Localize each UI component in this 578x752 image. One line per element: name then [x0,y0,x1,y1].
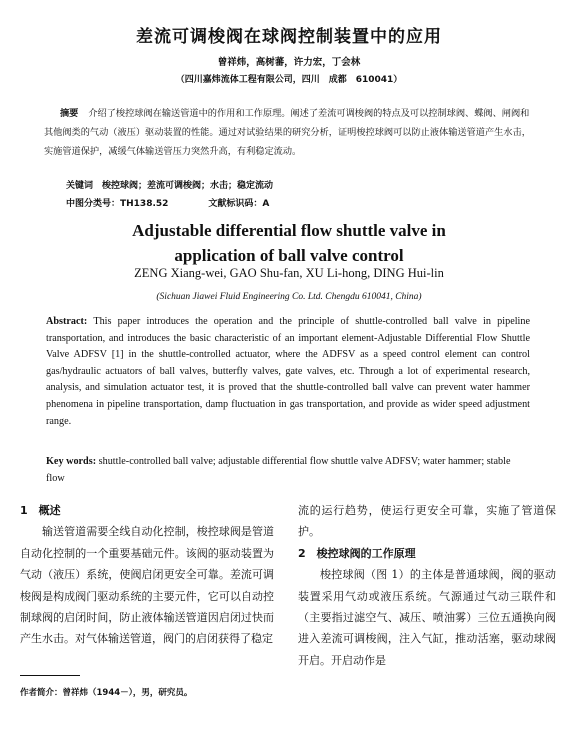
english-keywords-text: shuttle-controlled ball valve; adjustable differential flow shuttle valve ADFSV; water hammer; stable flow [46,456,511,484]
english-authors: ZENG Xiang-wei, GAO Shu-fan, XU Li-hong, DING Hui-lin [134,266,444,280]
chinese-keywords-label: 关键词 [66,181,94,191]
english-title-line-2: application of ball valve control [174,246,404,265]
section-2-heading: 2 梭控球阀的工作原理 [298,546,416,560]
english-keywords [46,454,530,487]
left-column [20,500,274,650]
chinese-title: 差流可调梭阀在球阀控制装置中的应用 [136,27,442,47]
english-abstract-label: Abstract: [46,316,88,327]
english-abstract [46,314,530,430]
english-title-line-1: Adjustable differential flow shuttle valve in [132,221,446,240]
chinese-abstract [44,104,534,161]
chinese-affiliation: （四川嘉炜流体工程有限公司，四川 成都 610041） [175,75,403,85]
section-1-heading: 1 概述 [20,504,61,517]
author-footnote: 作者简介：曾祥炜（1944－），男，研究员。 [20,688,193,698]
right-column [298,500,556,671]
footnote-divider [20,675,80,676]
chinese-keywords [66,178,273,191]
document-code: 文献标识码：A [208,199,270,209]
chinese-keywords-text: 梭控球阀；差流可调梭阀；水击；稳定流动 [102,181,274,191]
class-number: 中图分类号：TH138.52 [66,199,169,209]
classification-line [66,196,309,209]
chinese-authors: 曾祥炜，高树蕃，许力宏，丁会林 [217,57,361,68]
english-abstract-text: This paper introduces the operation and the principle of shuttle-controlled ball valve in pipeline transportation, and introduces the basic characteristic of an important element-Adjustable Differential Flow Shuttle Valve ADFSV [1] in the shuttle-controlled actuator, where the ADFSV as a speed control element can control gas/hydraulic actuators of ball valves, butterfly valves, gate valves, etc. Through a lot of experimental research, analysis, and simulation actuator test, it is proved that the shuttle-controlled ball valve can prevent water hammer phenomena in pipeline transportation, damp fluctuation in gas transportation, and provide as wider speed adjustment range. [46,316,530,427]
chinese-abstract-label: 摘要 [60,108,79,119]
english-title [0,218,578,268]
section-1-continuation: 流的运行趋势，使运行更安全可靠，实施了管道保护。 [298,504,556,539]
section-2-paragraph: 梭控球阀（图 1）的主体是普通球阀，阀的驱动装置采用气动或液压系统。气源通过气动三联件和（主要指过滤空气、减压、喷油雾）三位五通换向阀进入差流可调梭阀，注入气缸，推动活塞，驱动球阀开启。开启动作是 [298,568,556,667]
section-1-paragraph: 输送管道需要全线自动化控制，梭控球阀是管道自动化控制的一个重要基础元件。该阀的驱动装置为气动（液压）系统，使阀启闭更安全可靠。差流可调梭阀是构成阀门驱动系统的主要元件，它可以自动控制球阀的启闭时间，防止液体输送管道因启闭过快而产生水击。对气体输送管道，阀门的启闭获得了稳定 [20,525,274,646]
english-keywords-label: Key words: [46,456,97,467]
english-affiliation: (Sichuan Jiawei Fluid Engineering Co. Ltd. Chengdu 610041, China) [156,292,422,302]
chinese-abstract-text: 介绍了梭控球阀在输送管道中的作用和工作原理。阐述了差流可调梭阀的特点及可以控制球阀、蝶阀、闸阀和其他阀类的气动（液压）驱动装置的性能。通过对试验结果的研究分析，证明梭控球阀可以防止液体输送管道产生水击，实施管道保护，减缓气体输送管压力突然升高，有利稳定流动。 [44,108,531,157]
